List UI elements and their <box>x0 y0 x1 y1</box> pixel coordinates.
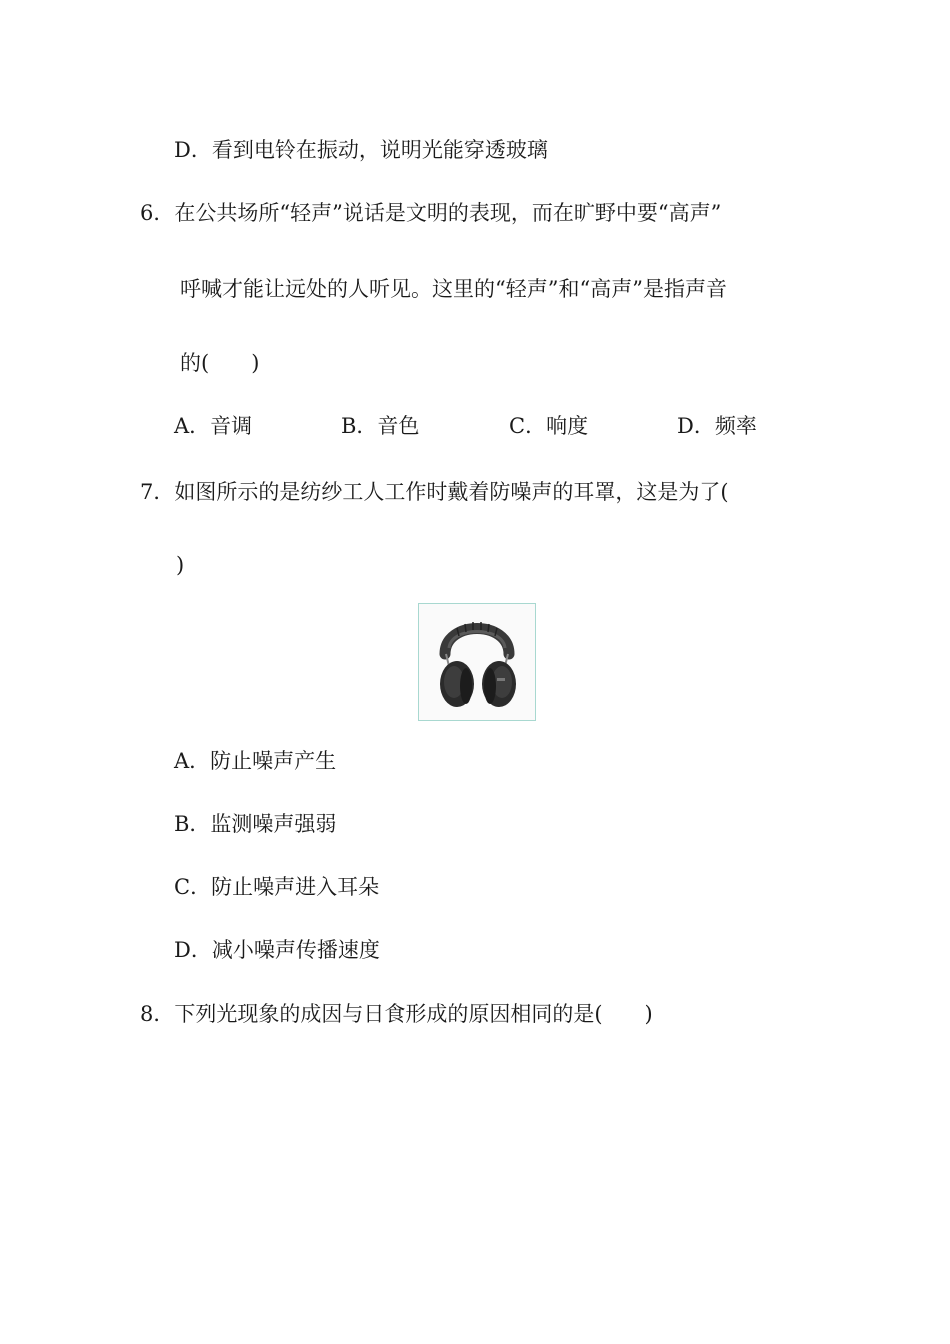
q5-option-d: D．看到电铃在振动，说明光能穿透玻璃 <box>174 138 548 162</box>
q6-stem-line-3: 的( ) <box>180 351 260 375</box>
q7-option-b: B．监测噪声强弱 <box>174 812 337 836</box>
earmuffs-icon <box>419 604 535 720</box>
q6-stem-line-2: 呼喊才能让远处的人听见。这里的“轻声”和“高声”是指声音 <box>180 277 727 301</box>
q8-stem-line-1: 8．下列光现象的成因与日食形成的原因相同的是( ) <box>140 1002 653 1026</box>
q7-stem-line-1: 7．如图所示的是纺纱工人工作时戴着防噪声的耳罩，这是为了( <box>140 480 729 504</box>
q7-stem-line-2: ) <box>176 553 185 577</box>
q7-option-d: D．减小噪声传播速度 <box>174 938 380 962</box>
q6-option-d: D．频率 <box>677 414 757 438</box>
q7-option-a: A．防止噪声产生 <box>174 749 337 773</box>
q6-stem-line-1: 6．在公共场所“轻声”说话是文明的表现，而在旷野中要“高声” <box>140 201 722 225</box>
q6-option-c: C．响度 <box>509 414 589 438</box>
q6-option-a: A．音调 <box>174 414 253 438</box>
earmuffs-figure <box>418 603 536 721</box>
q7-option-c: C．防止噪声进入耳朵 <box>174 875 380 899</box>
q6-option-b: B．音色 <box>341 414 420 438</box>
